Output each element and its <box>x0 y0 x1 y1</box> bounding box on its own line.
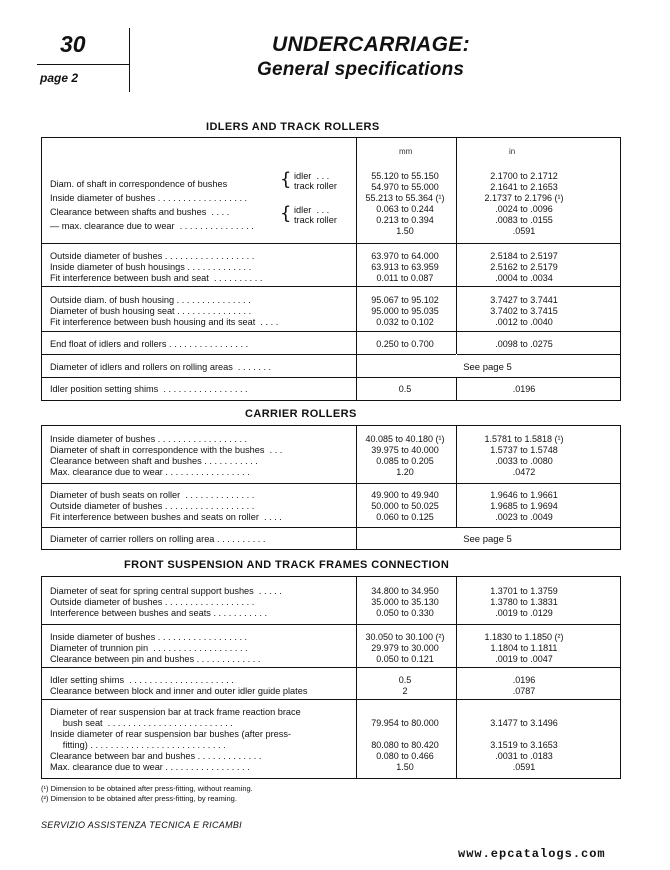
t1-brace1-words: idler . . . track roller <box>294 171 337 191</box>
section-title-idlers: IDLERS AND TRACK ROLLERS <box>206 121 380 133</box>
header-rule <box>37 64 129 65</box>
t1-g5-span: See page 5 <box>463 362 512 373</box>
t2-g3-span: See page 5 <box>463 534 512 545</box>
page-title: UNDERCARRIAGE: <box>272 33 470 56</box>
t1-g3-in: 3.7427 to 3.7441 3.7402 to 3.7415 .0012 to .0040 <box>490 295 558 327</box>
t2-g1-in: 1.5781 to 1.5818 (¹) 1.5737 to 1.5748 .0033 to .0080 .0472 <box>484 434 564 477</box>
page-subnumber: page 2 <box>40 71 79 85</box>
t1-g2-mm: 63.970 to 64.000 63.913 to 63.959 0.011 to 0.087 <box>371 251 439 283</box>
footer-text: SERVIZIO ASSISTENZA TECNICA E RICAMBI <box>41 820 242 830</box>
page-number: 30 <box>60 31 86 57</box>
watermark-url[interactable]: www.epcatalogs.com <box>458 847 606 861</box>
t2-g3-label: Diameter of carrier rollers on rolling area . . . . . . . . . . <box>50 534 266 544</box>
t1-g1-labels: Diam. of shaft in correspondence of bushes Inside diameter of bushes . . . . . . . . . . . . . . . . . . Clearance between shafts and bushes . . . . — max. clearance due to wear . . . . . . . . . . . . . . . <box>50 179 254 231</box>
t1-g1-mm: 55.120 to 55.150 54.970 to 55.000 55.213 to 55.364 (¹) 0.063 to 0.244 0.213 to 0.394 1.50 <box>365 171 445 236</box>
t1-brace2-words: idler . . . track roller <box>294 205 337 225</box>
t1-g5-label: Diameter of idlers and rollers on rolling areas . . . . . . . <box>50 362 272 372</box>
t1-g6-in: .0196 <box>512 384 536 394</box>
t3-g2-mm: 30.050 to 30.100 (²) 29.979 to 30.000 0.050 to 0.121 <box>365 632 445 664</box>
t3-g3-in: .0196 .0787 <box>512 675 536 696</box>
t2-g2-in: 1.9646 to 1.9661 1.9685 to 1.9694 .0023 to .0049 <box>490 490 558 522</box>
t1-g4-mm: 0.250 to 0.700 <box>376 339 434 349</box>
t1-g4-label: End float of idlers and rollers . . . . . . . . . . . . . . . . <box>50 339 249 349</box>
t2-g2-labels: Diameter of bush seats on roller . . . . . . . . . . . . . . Outside diameter of bushes . . . . . . . . . . . . . . . . . . Fit interference between bushes and seats on roller . . . . <box>50 490 282 522</box>
t3-g4-labels: Diameter of rear suspension bar at track frame reaction brace bush seat . . . . . . . . . . . . . . . . . . . . . . . . . Inside diameter of rear suspension bar bushes (after press- fitting) . . . . . . . . . . . . . . . . . . . . . . . . . . . Clearance between bar and bushes . . . . . . . . . . . . . Max. clearance due to wear . . . . . . . . . . . . . . . . . <box>50 707 301 772</box>
t3-g3-labels: Idler setting shims . . . . . . . . . . . . . . . . . . . . . Clearance between block and inner and outer idler guide plates <box>50 675 308 696</box>
table-idlers-track-rollers <box>41 137 621 401</box>
header-divider <box>129 28 130 92</box>
brace-icon: { <box>280 203 292 224</box>
footnote-2: (²) Dimension to be obtained after press-fitting, by reaming. <box>41 794 237 803</box>
t3-g1-in: 1.3701 to 1.3759 1.3780 to 1.3831 .0019 to .0129 <box>490 586 558 618</box>
t3-g1-mm: 34.800 to 34.950 35.000 to 35.130 0.050 to 0.330 <box>371 586 439 618</box>
t1-g3-mm: 95.067 to 95.102 95.000 to 95.035 0.032 to 0.102 <box>371 295 439 327</box>
t1-g2-in: 2.5184 to 2.5197 2.5162 to 2.5179 .0004 to .0034 <box>490 251 558 283</box>
brace-icon: { <box>280 169 292 190</box>
col-header-mm: mm <box>399 147 413 156</box>
t3-g4-in: 3.1477 to 3.1496 3.1519 to 3.1653 .0031 to .0183 .0591 <box>490 718 558 772</box>
t2-g1-mm: 40.085 to 40.180 (¹) 39.975 to 40.000 0.085 to 0.205 1.20 <box>365 434 445 477</box>
t1-g6-mm: 0.5 <box>398 384 412 394</box>
page-subtitle: General specifications <box>257 59 465 80</box>
t1-g3-labels: Outside diam. of bush housing . . . . . . . . . . . . . . . Diameter of bush housing seat . . . . . . . . . . . . . . . Fit interference between bush housing and its seat . . . . <box>50 295 279 327</box>
t3-g3-mm: 0.5 2 <box>398 675 412 696</box>
col-header-in: in <box>509 147 516 156</box>
t3-g2-in: 1.1830 to 1.1850 (²) 1.1804 to 1.1811 .0019 to .0047 <box>484 632 564 664</box>
section-title-front-suspension: FRONT SUSPENSION AND TRACK FRAMES CONNECTION <box>124 559 450 571</box>
t2-g2-mm: 49.900 to 49.940 50.000 to 50.025 0.060 to 0.125 <box>371 490 439 522</box>
t1-g4-in: .0098 to .0275 <box>495 339 553 349</box>
t3-g2-labels: Inside diameter of bushes . . . . . . . . . . . . . . . . . . Diameter of trunnion pin . . . . . . . . . . . . . . . . . . . Clearance between pin and bushes . . . . . . . . . . . . . <box>50 632 261 664</box>
t3-g4-mm: 79.954 to 80.000 80.080 to 80.420 0.080 to 0.466 1.50 <box>371 718 439 772</box>
section-title-carrier: CARRIER ROLLERS <box>245 408 357 420</box>
table-carrier-rollers <box>41 425 621 550</box>
t3-g1-labels: Diameter of seat for spring central support bushes . . . . . Outside diameter of bushes . . . . . . . . . . . . . . . . . . Interference between bushes and seats . . . . . . . . . . . <box>50 586 282 618</box>
t1-g6-label: Idler position setting shims . . . . . . . . . . . . . . . . . <box>50 384 248 394</box>
footnote-1: (¹) Dimension to be obtained after press-fitting, without reaming. <box>41 784 253 793</box>
t1-g1-in: 2.1700 to 2.1712 2.1641 to 2.1653 2.1737 to 2.1796 (¹) .0024 to .0096 .0083 to .0155 .0591 <box>484 171 564 236</box>
t2-g1-labels: Inside diameter of bushes . . . . . . . . . . . . . . . . . . Diameter of shaft in correspondence with the bushes . . . Clearance between shaft and bushes . . . . . . . . . . . Max. clearance due to wear . . . . . . . . . . . . . . . . . <box>50 434 283 477</box>
t1-g2-labels: Outside diameter of bushes . . . . . . . . . . . . . . . . . . Inside diameter of bush housings . . . . . . . . . . . . . Fit interference between bush and seat . . . . . . . . . . <box>50 251 263 283</box>
table-front-suspension <box>41 576 621 779</box>
